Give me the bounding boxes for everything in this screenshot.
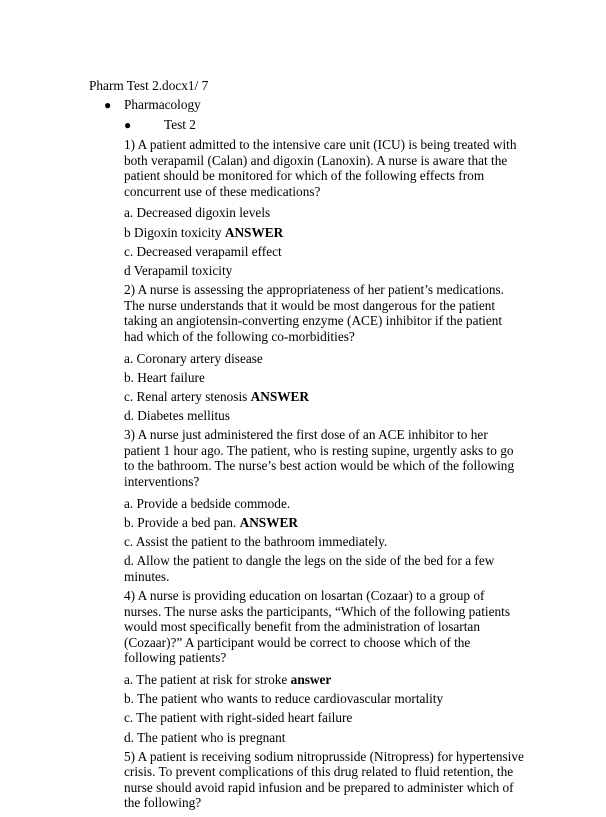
answer-option: a. Coronary artery disease — [124, 350, 263, 366]
answer-marker: ANSWER — [224, 224, 284, 240]
answer-option: d. Allow the patient to dangle the legs on the side of the bed for a few minutes. — [124, 553, 495, 584]
question-text: 3) A nurse just administered the first dose of an ACE inhibitor to her patient 1 hour ago. The patient, who is resting supine, urgently asks to go to the bathroom. The nurse’s best action would be which of the following interventions? — [124, 427, 515, 490]
bullet-level-1 — [104, 97, 201, 113]
bullet-label: Test 2 — [164, 117, 196, 132]
question-text: 2) A nurse is assessing the appropriateness of her patient’s medications. The nurse understands that it would be most dangerous for the patient taking an angiotensin-converting enzyme (ACE) inhibitor if the patient had which of the following co-morbidities? — [124, 282, 504, 344]
answer-marker: ANSWER — [250, 388, 310, 404]
bullet-label: Pharmacology — [124, 97, 201, 112]
answer-marker: ANSWER — [239, 514, 298, 530]
answer-option: d Verapamil toxicity — [124, 262, 233, 278]
question-list — [124, 137, 524, 817]
answer-option: d. Diabetes mellitus — [124, 408, 230, 424]
answer-option: b. The patient who wants to reduce cardiovascular mortality — [124, 691, 444, 707]
answer-option: a. The patient at risk for stroke answer — [124, 671, 332, 687]
bullet-icon: ● — [104, 97, 112, 112]
bullet-level-2 — [124, 117, 196, 133]
answer-option: c. The patient with right-sided heart failure — [124, 710, 353, 726]
answer-option: c. Decreased verapamil effect — [124, 243, 282, 259]
answer-option: b. Provide a bed pan. ANSWER — [124, 514, 298, 530]
question-text: 4) A nurse is providing education on losartan (Cozaar) to a group of nurses. The nurse asks the participants, “Which of the following patients would most specifically benefit from the administration of losartan (Cozaar)?” A participant would be correct to choose which of the following patients? — [124, 587, 511, 666]
answer-option: c. Assist the patient to the bathroom immediately. — [124, 534, 388, 549]
question-text: 1) A patient admitted to the intensive care unit (ICU) is being treated with both verapamil (Calan) and digoxin (Lanoxin). A nurse is aware that the patient should be monitored for which of the following effects from concurrent use of these medications? — [124, 137, 517, 199]
bullet-icon: ● — [124, 117, 132, 132]
page-header: Pharm Test 2.docx1/ 7 — [89, 78, 209, 93]
answer-option: c. Renal artery stenosis ANSWER — [124, 388, 310, 404]
question-text: 5) A patient is receiving sodium nitroprusside (Nitropress) for hypertensive crisis. To prevent complications of this drug related to fluid retention, the nurse should avoid rapid infusion and be prepared to administer which of the following? — [124, 748, 524, 811]
answer-option: a. Decreased digoxin levels — [124, 205, 271, 221]
answer-option: b Digoxin toxicity ANSWER — [124, 224, 284, 240]
answer-option: d. The patient who is pregnant — [124, 729, 286, 745]
answer-option: b. Heart failure — [124, 369, 205, 385]
answer-option: a. Provide a bedside commode. — [124, 495, 291, 511]
answer-marker: answer — [290, 671, 332, 687]
